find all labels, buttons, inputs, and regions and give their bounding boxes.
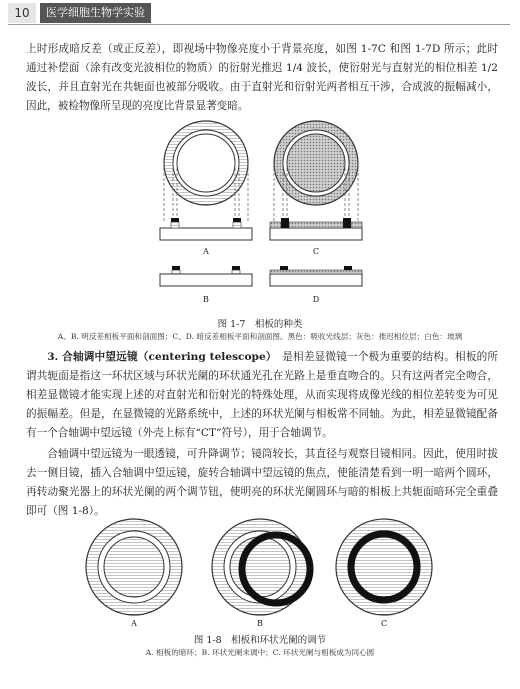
annulus-concentric-c: [336, 519, 432, 615]
paragraph-centering-procedure: 合轴调中望远镜为一眼透镜，可升降调节；镜筒较长，其直径与观察目镜相同。因此，使用时拔去一侧目镜，插入合轴调中望远镜，旋转合轴调中望远镜的焦点，使能清楚看到一明一暗两个圆环，再转动聚光器上的环状光阑的两个调节钮，使明亮的环状光阑圆环与暗的相板上共轭面暗环完全重叠即可（图 1-8）。: [26, 448, 498, 517]
phase-plate-dark-ring-a: [86, 519, 182, 615]
figure-1-8-subcaption: A. 相板的暗环；B. 环状光阑未调中；C. 环状光阑与相板成为同心圆: [145, 648, 375, 657]
phase-plate-c-top-view: [274, 121, 358, 205]
fig-1-7-label-c: C: [312, 247, 320, 256]
page-header: [0, 0, 520, 26]
annulus-off-center-b: [212, 519, 310, 615]
fig-1-8-label-b: B: [257, 619, 263, 628]
fig-1-7-label-d: D: [312, 295, 320, 304]
phase-plate-a-top-view: [164, 121, 248, 205]
fig-1-7-label-a: A: [203, 247, 209, 256]
figure-1-8-diagram: [0, 512, 520, 630]
figure-1-7-caption: 图 1-7 相板的种类: [217, 319, 303, 330]
page-number: 10: [8, 3, 36, 23]
section-3-heading: 3. 合轴调中望远镜（centering telescope）: [47, 351, 272, 363]
cross-section-b: [160, 266, 252, 286]
cross-section-d: [270, 266, 362, 286]
paragraph-dark-contrast: 上时形成暗反差（或正反差），即视场中物像亮度小于背景亮度，如图 1-7C 和图 1-7D 所示；此时通过补偿面（涂有改变光波相位的物质）的衍射光推迟 1/4 波长，使衍射光与直射光的相位相差 1/2 波长，并且直射光在共轭面也被部分吸收。由于直射光和衍射光两者相互干涉，合成波的振幅减小，因此，被检物像所呈现的亮度比背景显著变暗。: [26, 43, 498, 112]
section-3-text: 是相差显微镜一个极为重要的结构。相板的所谓共轭面是指这一环状区域与环状光阑的环状通光孔在光路上是垂直吻合的。只有这两者完全吻合，相差显微镜才能实现上述的对直射光和衍射光的特殊处理，从而实现将成像光线的相位差转变为可见的振幅差。但是，在显微镜的光路系统中，上述的环状光阑与相板常不同轴。为此，相差显微镜配备有一个合轴调中望远镜（外壳上标有“CT”符号），用于合轴调节。: [26, 351, 499, 439]
section-3-paragraph: [26, 348, 498, 443]
header-rule: [8, 24, 510, 25]
fig-1-7-label-b: B: [203, 295, 209, 304]
fig-1-8-label-c: C: [380, 619, 388, 628]
cross-section-a: [160, 218, 252, 240]
fig-1-8-label-a: A: [131, 619, 137, 628]
figure-1-7-diagram: [0, 108, 520, 318]
cross-section-c: [270, 218, 362, 240]
book-title: 医学细胞生物学实验: [40, 3, 151, 23]
figure-1-8-caption: 图 1-8 相板和环状光阑的调节: [193, 635, 327, 646]
figure-1-7-subcaption: A、B. 明反差相板平面和剖面图；C、D. 暗反差相板平面和剖面图。黑色：吸收光线层；灰色：推迟相位层；白色：玻璃: [57, 332, 463, 341]
